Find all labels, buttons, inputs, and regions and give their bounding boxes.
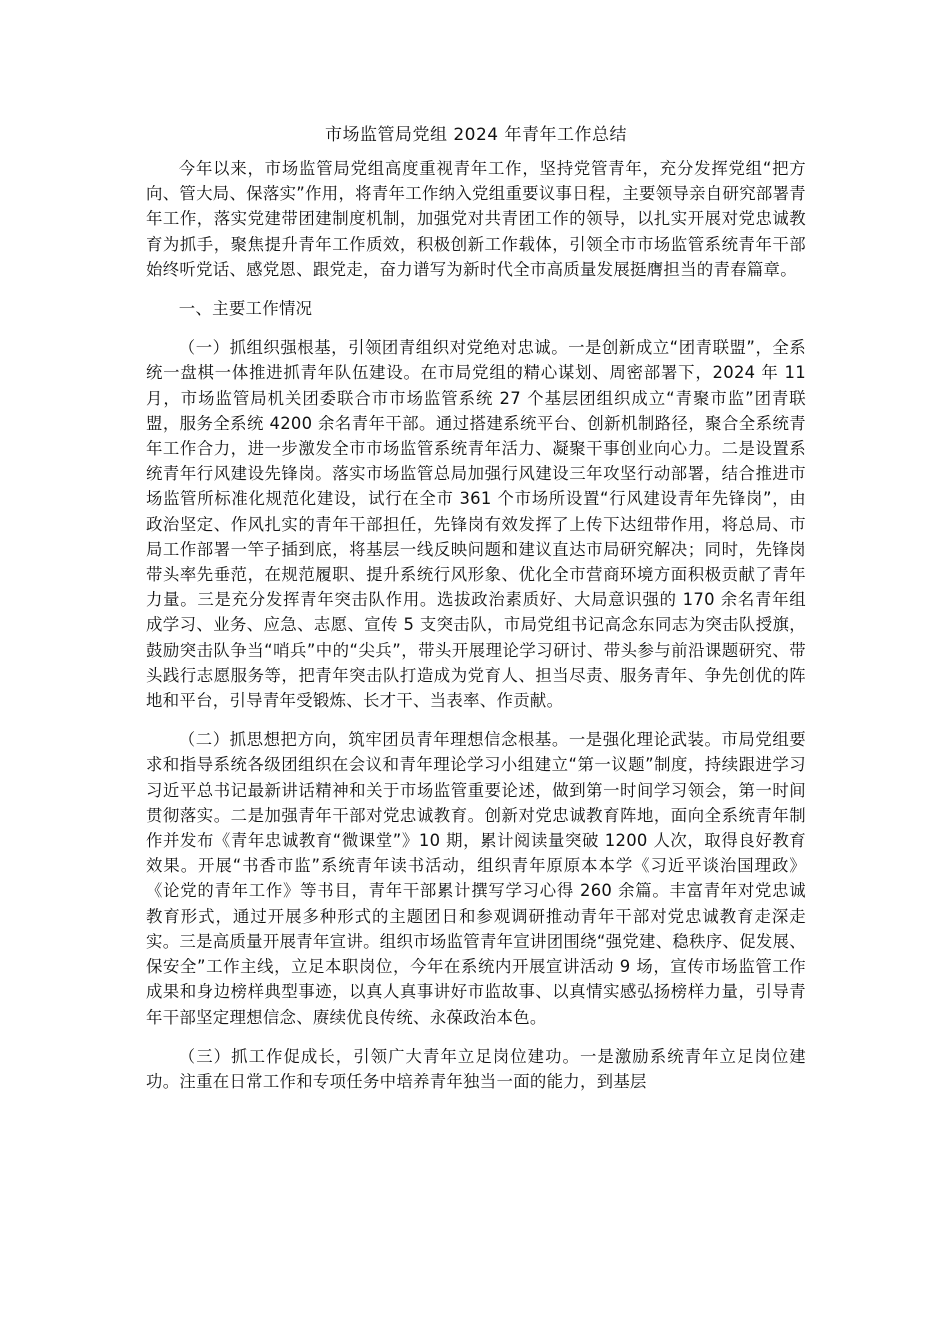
paragraph-organization: （一）抓组织强根基，引领团青组织对党绝对忠诚。一是创新成立“团青联盟”，全系统一盘棋一体推进抓青年队伍建设。在市局党组的精心谋划、周密部署下，2024 年 11 月，市场监管局机关团委联合市市场监管系统 27 个基层团组织成立“青聚市监”团青联盟，服务全系统 4200 余名青年干部。通过搭建系统平台、创新机制路径，聚合全系统青年工作合力，进一步激发全市市场监管系统青年活力、凝聚干事创业向心力。二是设置系统青年行风建设先锋岗。落实市场监管总局加强行风建设三年攻坚行动部署，结合推进市场监管所标准化规范化建设，试行在全市 361 个市场所设置“行风建设青年先锋岗”，由政治坚定、作风扎实的青年干部担任，先锋岗有效发挥了上传下达纽带作用，将总局、市局工作部署一竿子插到底，将基层一线反映问题和建议直达市局研究解决；同时，先锋岗带头率先垂范，在规范履职、提升系统行风形象、优化全市营商环境方面积极贡献了青年力量。三是充分发挥青年突击队作用。选拔政治素质好、大局意识强的 170 余名青年组成学习、业务、应急、志愿、宣传 5 支突击队，市局党组书记高念东同志为突击队授旗，鼓励突击队争当“哨兵”中的“尖兵”，带头开展理论学习研讨、带头参与前沿课题研究、带头践行志愿服务等，把青年突击队打造成为党育人、担当尽责、服务青年、争先创优的阵地和平台，引导青年受锻炼、长才干、当表率、作贡献。 bbox=[146, 338, 806, 711]
section-heading: 一、主要工作情况 bbox=[178, 299, 313, 319]
paragraph-ideology: （二）抓思想把方向，筑牢团员青年理想信念根基。一是强化理论武装。市局党组要求和指导系统各级团组织在会议和青年理论学习小组建立“第一议题”制度，持续跟进学习习近平总书记最新讲话精神和关于市场监管重要论述，做到第一时间学习领会，第一时间贯彻落实。二是加强青年干部对党忠诚教育。创新对党忠诚教育阵地，面向全系统青年制作并发布《青年忠诚教育“微课堂”》10 期，累计阅读量突破 1200 人次，取得良好教育效果。开展“书香市监”系统青年读书活动，组织青年原原本本学《习近平谈治国理政》《论党的青年工作》等书目，青年干部累计撰写学习心得 260 余篇。丰富青年对党忠诚教育形式，通过开展多种形式的主题团日和参观调研推动青年干部对党忠诚教育走深走实。三是高质量开展青年宣讲。组织市场监管青年宣讲团围绕“强党建、稳秩序、促发展、保安全”工作主线，立足本职岗位，今年在系统内开展宣讲活动 9 场，宣传市场监管工作成果和身边榜样典型事迹，以真人真事讲好市监故事、以真情实感弘扬榜样力量，引导青年干部坚定理想信念、赓续优良传统、永葆政治本色。 bbox=[146, 730, 806, 1027]
document-page bbox=[146, 122, 806, 1108]
paragraph-work: （三）抓工作促成长，引领广大青年立足岗位建功。一是激励系统青年立足岗位建功。注重在日常工作和专项任务中培养青年独当一面的能力，到基层 bbox=[146, 1046, 806, 1091]
document-title: 市场监管局党组 2024 年青年工作总结 bbox=[324, 125, 628, 145]
intro-paragraph: 今年以来，市场监管局党组高度重视青年工作，坚持党管青年，充分发挥党组“把方向、管大局、保落实”作用，将青年工作纳入党组重要议事日程，主要领导亲自研究部署青年工作，落实党建带团建制度机制，加强党对共青团工作的领导，以扎实开展对党忠诚教育为抓手，聚焦提升青年工作质效，积极创新工作载体，引领全市市场监管系统青年干部始终听党话、感党恩、跟党走，奋力谱写为新时代全市高质量发展挺膺担当的青春篇章。 bbox=[146, 159, 806, 279]
